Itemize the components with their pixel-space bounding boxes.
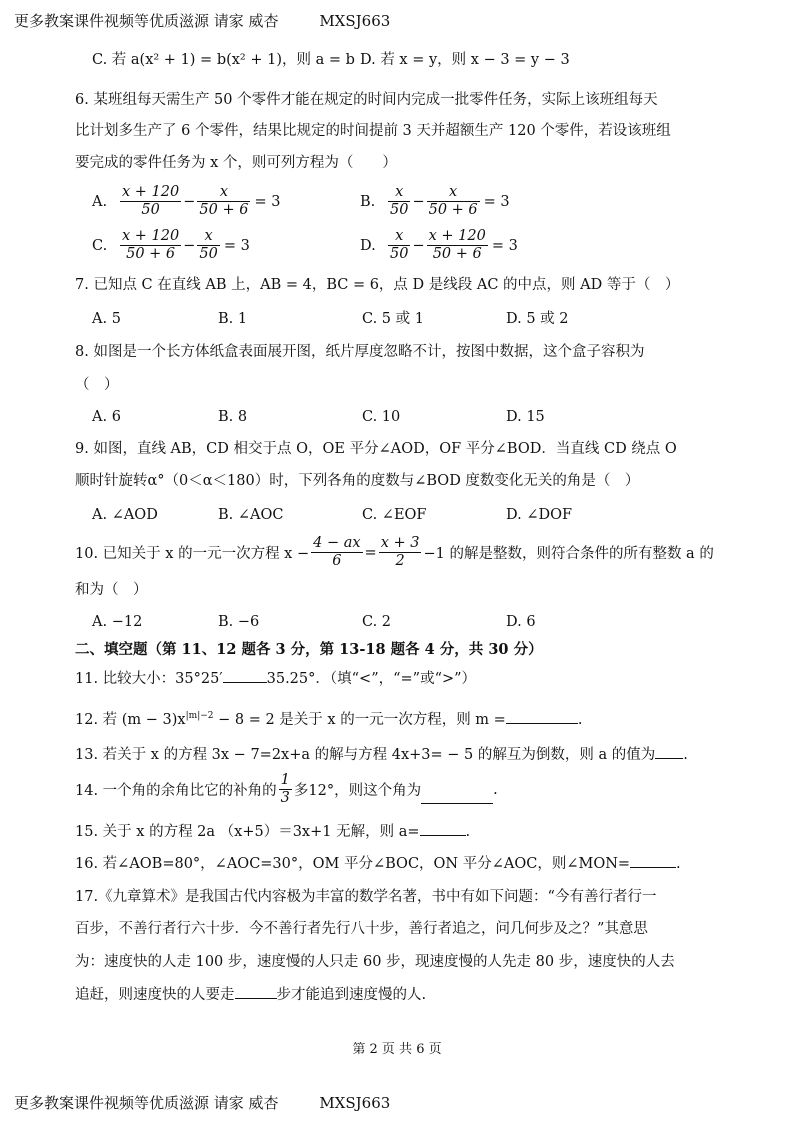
q7-option-c: C. 5 或 1 [362, 311, 424, 327]
minus-sign: − [183, 193, 196, 210]
q17-line1: 17.《九章算术》是我国古代内容极为丰富的数学名著，书中有如下问题：“今有善行者行一 [75, 889, 657, 905]
option-label: C. [92, 237, 108, 254]
q12-mid: − 8 = 2 是关于 x 的一元一次方程，则 m = [213, 711, 506, 728]
q17-line4-pre: 追赶，则速度快的人要走 [75, 987, 235, 1003]
rhs: = 3 [483, 193, 510, 210]
fraction [120, 184, 181, 219]
q8-line1: 8. 如图是一个长方体纸盒表面展开图，纸片厚度忽略不计，按图中数据，这个盒子容积为 [75, 344, 645, 360]
q14-post: . [493, 781, 498, 798]
answer-blank[interactable] [421, 789, 493, 804]
q9-option-a: A. ∠AOD [92, 507, 158, 523]
q13 [75, 744, 688, 765]
answer-blank[interactable] [655, 744, 683, 759]
footer-promo-text: 更多教案课件视频等优质滋源 请家 威杏 [14, 1094, 279, 1112]
exponent: |m|−2 [185, 711, 214, 721]
numerator: x [388, 228, 410, 246]
numerator: x + 3 [380, 535, 420, 551]
minus-sign: − [412, 193, 425, 210]
q11 [75, 668, 476, 689]
q16-post: . [676, 856, 681, 872]
q14-pre: 14. 一个角的余角比它的补角的 [75, 783, 277, 799]
rhs: = 3 [223, 237, 250, 254]
q10-option-a: A. −12 [92, 614, 143, 630]
q7-stem: 7. 已知点 C 在直线 AB 上，AB = 4，BC = 6，点 D 是线段 AC 的中点，则 AD 等于（ ） [75, 277, 680, 293]
q8-option-b: B. 8 [218, 409, 248, 425]
footer-code: MXSJ663 [319, 1094, 391, 1112]
q9-option-d: D. ∠DOF [506, 507, 573, 523]
q12 [75, 706, 582, 730]
fraction [120, 228, 181, 263]
q9-option-c: C. ∠EOF [362, 507, 427, 523]
q15 [75, 821, 470, 842]
fraction [427, 184, 480, 219]
header-promo-text: 更多教案课件视频等优质滋源 请家 威杏 [14, 12, 279, 30]
fraction [197, 228, 219, 263]
numerator: x [197, 184, 250, 202]
q6-option-b [360, 184, 510, 219]
q14-mid: 多12°，则这个角为 [293, 783, 422, 799]
option-label: A. [92, 193, 108, 210]
q9-line1: 9. 如图，直线 AB，CD 相交于点 O，OE 平分∠AOD，OF 平分∠BOD．当直线 CD 绕点 O [75, 441, 677, 457]
q17-line2: 百步，不善行者行六十步．今不善行者先行八十步，善行者追之，问几何步及之？”其意思 [75, 921, 648, 937]
q8-option-d: D. 15 [506, 409, 545, 425]
denominator: 6 [332, 553, 342, 569]
numerator: x [197, 228, 219, 246]
numerator: x + 120 [122, 228, 180, 244]
denominator: 3 [280, 790, 290, 806]
q10-line2: 和为（ ） [75, 582, 148, 598]
rhs: = 3 [491, 237, 518, 254]
q16 [75, 853, 681, 874]
fraction [379, 535, 422, 570]
q6-line2: 比计划多生产了 6 个零件，结果比规定的时间提前 3 天并超额生产 120 个零件，若设该班组 [75, 123, 671, 139]
denominator: 50 [390, 246, 409, 262]
q17-line4-post: 步才能追到速度慢的人. [276, 987, 427, 1003]
q11-post: 35.25°．（填“<”，“=”或“>”） [266, 671, 477, 687]
q17-line4 [75, 984, 426, 1005]
fraction [197, 184, 250, 219]
denominator: 50 + 6 [428, 202, 478, 218]
q10-pre: 10. 已知关于 x 的一元一次方程 x − [75, 546, 310, 562]
numerator: 1 [280, 772, 290, 788]
answer-blank[interactable] [223, 668, 267, 683]
fraction [311, 535, 362, 570]
answer-blank[interactable] [420, 821, 466, 836]
q6-option-c [92, 228, 250, 263]
answer-blank[interactable] [630, 853, 676, 868]
page-number: 第 2 页 共 6 页 [352, 1042, 442, 1057]
q7-option-d: D. 5 或 2 [506, 311, 569, 327]
fraction [279, 772, 292, 807]
q10-option-d: D. 6 [506, 614, 536, 630]
q7-option-b: B. 1 [218, 311, 248, 327]
option-label: B. [360, 193, 376, 210]
q5-option-d: D. 若 x = y，则 x − 3 = y − 3 [360, 52, 570, 68]
q13-post: . [683, 747, 688, 763]
denominator: 50 [199, 246, 218, 262]
answer-blank[interactable] [235, 984, 277, 999]
header-promo [14, 10, 390, 31]
numerator: x + 120 [428, 228, 486, 244]
q10-option-b: B. −6 [218, 614, 260, 630]
q15-pre: 15. 关于 x 的方程 2a （x+5）＝3x+1 无解，则 a= [75, 824, 420, 840]
denominator: 50 + 6 [199, 202, 249, 218]
numerator: x + 120 [122, 184, 180, 200]
q10-option-c: C. 2 [362, 614, 392, 630]
q5-option-c: C. 若 a(x² + 1) = b(x² + 1)，则 a = b [92, 52, 355, 68]
q14 [75, 772, 498, 807]
denominator: 50 [390, 202, 409, 218]
q7-option-a: A. 5 [92, 311, 121, 327]
q10-stem [75, 535, 714, 570]
q8-option-c: C. 10 [362, 409, 401, 425]
q6-line1: 6. 某班组每天需生产 50 个零件才能在规定的时间内完成一批零件任务，实际上该班组每天 [75, 92, 658, 108]
q6-option-d [360, 228, 518, 263]
answer-blank[interactable] [506, 709, 578, 724]
option-label: D. [360, 237, 376, 254]
numerator: x [388, 184, 410, 202]
q12-pre: 12. 若 (m − 3)x [75, 711, 186, 728]
q17-line3: 为：速度快的人走 100 步，速度慢的人只走 60 步，现速度慢的人先走 80 步，速度快的人去 [75, 954, 675, 970]
numerator: x [427, 184, 480, 202]
footer-promo [14, 1092, 390, 1113]
fraction [388, 184, 410, 219]
equals-sign: = [364, 544, 377, 561]
fraction [427, 228, 488, 263]
header-code: MXSJ663 [319, 12, 391, 30]
q6-line3: 要完成的零件任务为 x 个，则可列方程为（ ） [75, 155, 397, 171]
q13-pre: 13. 若关于 x 的方程 3x − 7=2x+a 的解与方程 4x+3= − 5 的解互为倒数，则 a 的值为 [75, 747, 656, 763]
q11-pre: 11. 比较大小：35°25′ [75, 671, 223, 687]
q16-pre: 16. 若∠AOB=80°，∠AOC=30°，OM 平分∠BOC，ON 平分∠AOC，则∠MON= [75, 856, 631, 872]
denominator: 50 + 6 [432, 246, 482, 262]
q10-post: −1 的解是整数，则符合条件的所有整数 a 的 [423, 546, 714, 562]
q12-post: . [577, 711, 583, 728]
denominator: 50 [141, 202, 160, 218]
q6-option-a [92, 184, 280, 219]
minus-sign: − [183, 237, 196, 254]
denominator: 50 + 6 [126, 246, 176, 262]
q8-option-a: A. 6 [92, 409, 121, 425]
q15-post: . [465, 824, 471, 840]
q9-line2: 顺时针旋转α°（0＜α＜180）时，下列各角的度数与∠BOD 度数变化无关的角是（ ） [75, 473, 640, 489]
q8-line2: （ ） [75, 377, 119, 393]
minus-sign: − [412, 237, 425, 254]
rhs: = 3 [254, 193, 281, 210]
fraction [388, 228, 410, 263]
q9-option-b: B. ∠AOC [218, 507, 284, 523]
numerator: 4 − ax [313, 535, 361, 551]
denominator: 2 [395, 553, 405, 569]
section-title: 二、填空题（第 11、12 题各 3 分，第 13-18 题各 4 分，共 30 分） [75, 641, 543, 658]
